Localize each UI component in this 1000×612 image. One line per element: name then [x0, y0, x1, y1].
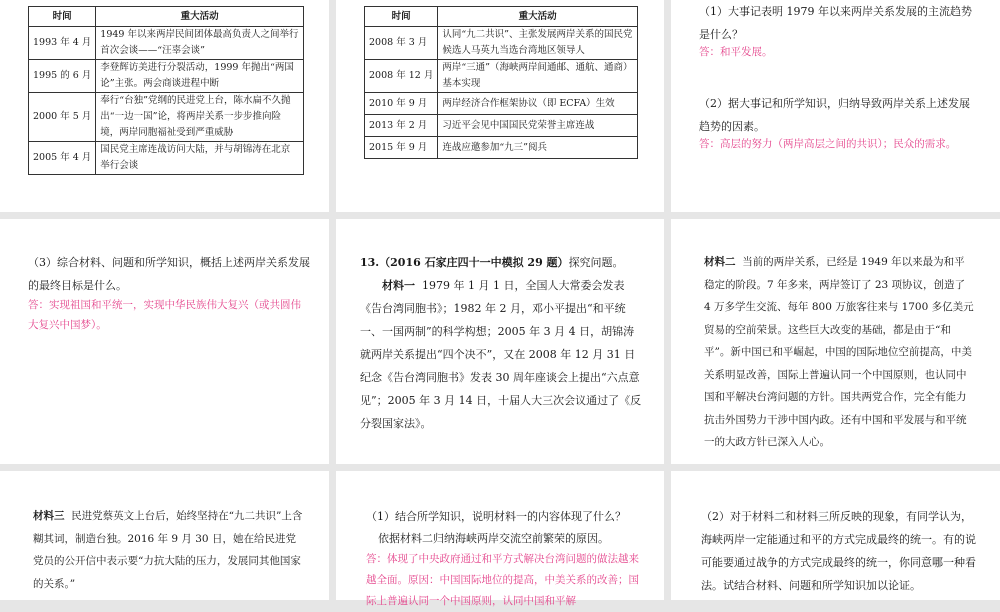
row-event: 习近平会见中国国民党荣誉主席连战	[438, 115, 638, 137]
sub-answer-1: 答：体现了中央政府通过和平方式解决台湾问题的做法越来越全面。原因：中国国际地位的提高，中美关系的改善；国际上普遍认同一个中国原则，认同中国和平解	[366, 553, 639, 607]
row-date: 1993 年 4 月	[29, 27, 96, 60]
row-date: 2000 年 5 月	[29, 93, 96, 142]
row-date: 2010 年 9 月	[365, 93, 438, 115]
header-event: 重大活动	[96, 7, 304, 27]
table-header-row	[365, 7, 638, 27]
material-label: 材料一	[382, 279, 415, 292]
problem-heading: 13.（2016 石家庄四十一中模拟 29 题）	[360, 256, 569, 269]
panel-question-3	[0, 219, 329, 464]
row-event: 李登辉访美进行分裂活动，1999 年抛出“两国论”主张。两会商谈进程中断	[96, 60, 304, 93]
sub-question-1b: 依据材料二归纳海峡两岸交流空前繁荣的原因。	[378, 532, 609, 545]
table-row	[365, 60, 638, 93]
material-body: 1979 年 1 月 1 日，全国人大常委会发表《告台湾同胞书》；1982 年 2 月，邓小平提出“和平统一、一国两制”的科学构想；2005 年 3 月 4 日，胡锦涛就两岸关系提出“四个决不”，又在 2008 年 12 月 31 日纪念《告台湾同胞书》发表 30 周年座谈会上提出“六点意见”；2005 年 3 月 14 日，十届人大三次会议通过了《反分裂国家法》。	[360, 279, 642, 430]
row-date: 1995 的 6 月	[29, 60, 96, 93]
panel-material-3	[0, 471, 329, 600]
panel-questions-1-2	[671, 0, 1000, 212]
row-date: 2008 年 12 月	[365, 60, 438, 93]
panel-material-1	[336, 219, 664, 464]
table-row	[365, 137, 638, 159]
problem-heading-tail: 探究问题。	[568, 256, 624, 269]
table-row	[29, 27, 304, 60]
sub-question-2: （2）对于材料二和材料三所反映的现象，有同学认为，海峡两岸一定能通过和平的方式完成最终的统一。有的说可能要通过战争的方式完成最终的统一，你同意哪一种看法。试结合材料、问题和所学知识加以论证。	[701, 510, 976, 592]
answer-3: 答：实现祖国和平统一，实现中华民族伟大复兴（或共圆伟大复兴中国梦）。	[28, 299, 301, 331]
material-body: 民进党蔡英文上台后，始终坚持在“九二共识”上含糊其词，制造台独。2016 年 9 月 30 日，她在给民进党党员的公开信中表示要“力抗大陆的压力，发展同其他国家的关系。”	[33, 510, 303, 590]
table-row	[365, 93, 638, 115]
question-1: （1）大事记表明 1979 年以来两岸关系发展的主流趋势是什么？	[699, 5, 972, 41]
row-date: 2005 年 4 月	[29, 142, 96, 175]
row-event: 两岸“三通”（海峡两岸间通邮、通航、通商）基本实现	[438, 60, 638, 93]
header-time: 时间	[365, 7, 438, 27]
timeline-table-2	[364, 6, 638, 159]
table-row	[29, 60, 304, 93]
question-2: （2）据大事记和所学知识，归纳导致两岸关系上述发展趋势的因素。	[699, 97, 970, 133]
panel-question-sub-1	[336, 471, 664, 607]
table-header-row	[29, 7, 304, 27]
table-row	[365, 27, 638, 60]
row-date: 2015 年 9 月	[365, 137, 438, 159]
answer-1: 答：和平发展。	[699, 46, 773, 58]
material-body: 当前的两岸关系，已经是 1949 年以来最为和平稳定的阶段。7 年多来，两岸签订了 23 项协议，创造了 4 万多学生交流、每年 800 万旅客往来与 1700 多亿美元贸易的空前荣景。这些巨大改变的基础，都是由于“和平”。新中国已和平崛起，中国的国际地位空前提高，中美关系明显改善，国际上普遍认同一个中国原则，也认同中国和平解决台湾问题的方针。国共两党合作，完全有能力抗击外国势力干涉中国内政。还有中国和平发展与和平统一的大政方针已深入人心。	[704, 256, 974, 448]
row-event: 认同“九二共识”、主张发展两岸关系的国民党候选人马英九当选台湾地区领导人	[438, 27, 638, 60]
panel-question-sub-2	[671, 471, 1000, 600]
row-event: 奉行“台独”党纲的民进党上台，陈水扁不久抛出“一边一国”论，将两岸关系一步步推向险境，两岸同胞福祉受到严重威胁	[96, 93, 304, 142]
table-row	[365, 115, 638, 137]
material-label: 材料三	[33, 510, 65, 522]
material-2-block	[704, 251, 974, 454]
panel-timeline-2	[336, 0, 664, 212]
row-event: 1949 年以来两岸民间团体最高负责人之间举行首次会谈——“汪辜会谈”	[96, 27, 304, 60]
answer-2: 答：高层的努力（两岸高层之间的共识）；民众的需求。	[699, 138, 957, 150]
material-1-block	[360, 251, 642, 435]
table-row	[29, 93, 304, 142]
header-event: 重大活动	[438, 7, 638, 27]
table-row	[29, 142, 304, 175]
question-3: （3）综合材料、问题和所学知识，概括上述两岸关系发展的最终目标是什么。	[28, 256, 310, 292]
row-date: 2013 年 2 月	[365, 115, 438, 137]
row-event: 连战应邀参加“九三”阅兵	[438, 137, 638, 159]
panel-timeline-1	[0, 0, 329, 212]
material-label: 材料二	[704, 256, 736, 268]
panel-material-2	[671, 219, 1000, 464]
header-time: 时间	[29, 7, 96, 27]
row-event: 国民党主席连战访问大陆，并与胡锦涛在北京举行会谈	[96, 142, 304, 175]
row-event: 两岸经济合作框架协议（即 ECFA）生效	[438, 93, 638, 115]
timeline-table-1	[28, 6, 304, 175]
material-3-block	[33, 505, 305, 595]
sub-question-1: （1）结合所学知识，说明材料一的内容体现了什么？	[366, 510, 626, 523]
row-date: 2008 年 3 月	[365, 27, 438, 60]
